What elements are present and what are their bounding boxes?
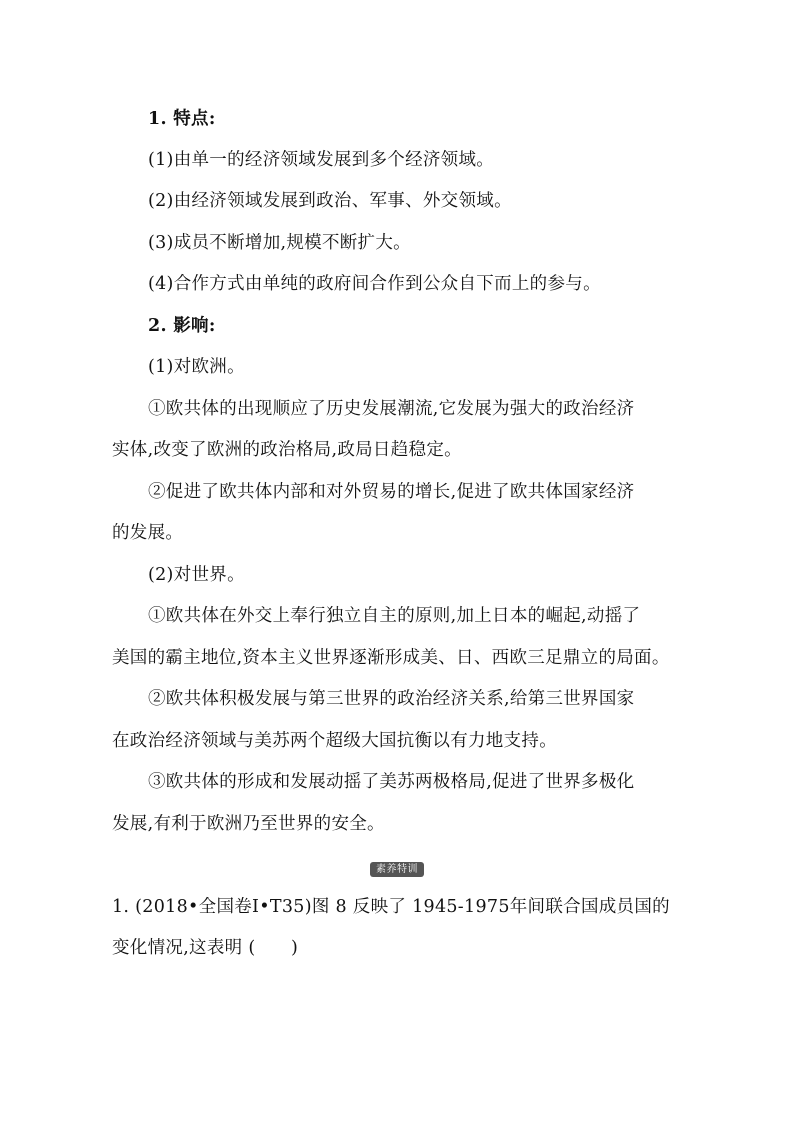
world-paragraph-2-line-1: ②欧共体积极发展与第三世界的政治经济关系,给第三世界国家	[148, 689, 635, 709]
section2-heading: 2. 影响:	[148, 316, 216, 336]
world-paragraph-1-line-1: ①欧共体在外交上奉行独立自主的原则,加上日本的崛起,动摇了	[148, 606, 641, 626]
section1-heading: 1. 特点:	[148, 109, 216, 129]
europe-paragraph-2-line-1: ②促进了欧共体内部和对外贸易的增长,促进了欧共体国家经济	[148, 482, 635, 502]
world-title: (2)对世界。	[148, 565, 245, 585]
europe-title: (1)对欧洲。	[148, 357, 245, 377]
world-paragraph-3-line-2: 发展,有利于欧洲乃至世界的安全。	[112, 814, 385, 834]
section1-item-3: (3)成员不断增加,规模不断扩大。	[148, 233, 411, 253]
section1-item-4: (4)合作方式由单纯的政府间合作到公众自下而上的参与。	[148, 274, 601, 294]
world-paragraph-1-line-2: 美国的霸主地位,资本主义世界逐渐形成美、日、西欧三足鼎立的局面。	[112, 648, 670, 668]
world-paragraph-2-line-2: 在政治经济领域与美苏两个超级大国抗衡以有力地支持。	[112, 731, 557, 751]
europe-paragraph-1-line-1: ①欧共体的出现顺应了历史发展潮流,它发展为强大的政治经济	[148, 399, 635, 419]
world-paragraph-3-line-1: ③欧共体的形成和发展动摇了美苏两极格局,促进了世界多极化	[148, 772, 635, 792]
europe-paragraph-1-line-2: 实体,改变了欧洲的政治格局,政局日趋稳定。	[112, 440, 462, 460]
section1-item-2: (2)由经济领域发展到政治、军事、外交领域。	[148, 191, 512, 211]
question-line-2: 变化情况,这表明 ( )	[112, 938, 299, 958]
question-line-1: 1. (2018•全国卷Ⅰ•T35)图 8 反映了 1945-1975年间联合国成员国的	[112, 897, 670, 917]
europe-paragraph-2-line-2: 的发展。	[112, 523, 184, 543]
training-badge: 素养特训	[370, 862, 424, 877]
section1-item-1: (1)由单一的经济领域发展到多个经济领域。	[148, 150, 495, 170]
